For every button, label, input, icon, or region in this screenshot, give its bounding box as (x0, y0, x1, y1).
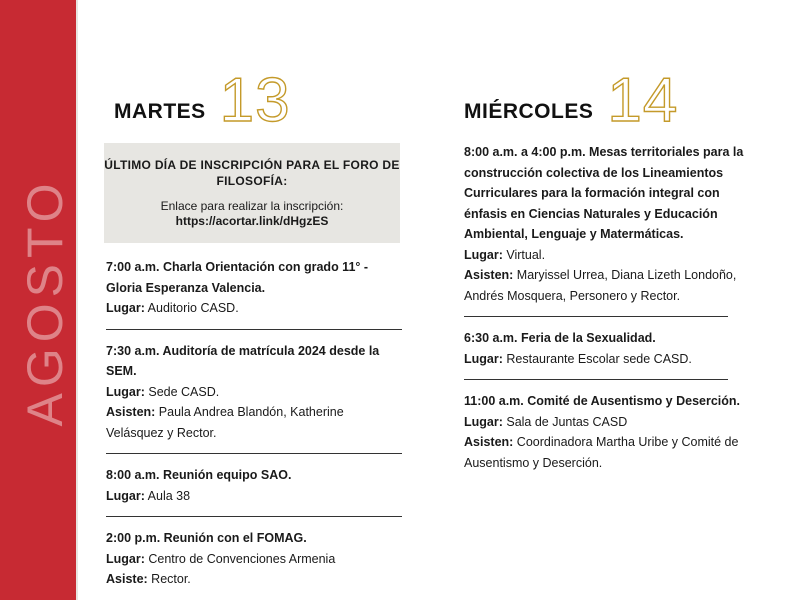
month-label: AGOSTO (17, 177, 73, 427)
event-place: Lugar: Sala de Juntas CASD (464, 414, 628, 429)
event-place: Lugar: Sede CASD. (106, 384, 220, 399)
wednesday-events (464, 142, 750, 495)
event-title: 8:00 a.m. Reunión equipo SAO. (106, 468, 292, 482)
notice-title: ÚLTIMO DÍA DE INSCRIPCIÓN PARA EL FORO DE FILOSOFÍA: (104, 158, 400, 188)
event-attendees: Asisten: Paula Andrea Blandón, Katherine Velásquez y Rector. (106, 405, 344, 440)
event-place: Lugar: Centro de Convenciones Armenia (106, 551, 336, 566)
registration-link[interactable]: https://acortar.link/dHgzES (175, 214, 329, 228)
event-place: Lugar: Virtual. (464, 247, 546, 262)
event-title: 7:00 a.m. Charla Orientación con grado 11° - Gloria Esperanza Valencia. (106, 260, 369, 295)
wednesday-header (464, 66, 679, 135)
day-name: MIÉRCOLES (464, 100, 594, 123)
event-place: Lugar: Restaurante Escolar sede CASD. (464, 351, 692, 366)
event-item (464, 328, 750, 380)
event-attendees: Asisten: Maryissel Urrea, Diana Lizeth Londoño, Andrés Mosquera, Personero y Rector. (464, 268, 737, 303)
event-attendees: Asisten: Coordinadora Martha Uribe y Comité de Ausentismo y Deserción. (464, 435, 739, 470)
event-place: Lugar: Aula 38 (106, 488, 191, 503)
tuesday-events (106, 257, 402, 612)
event-attendees: Asiste: Rector. (106, 572, 191, 586)
event-item (106, 257, 402, 330)
registration-notice (104, 143, 400, 243)
event-item (106, 465, 402, 517)
month-sidebar (0, 0, 76, 600)
event-item (106, 341, 402, 455)
event-item (106, 528, 402, 601)
event-title: 6:30 a.m. Feria de la Sexualidad. (464, 331, 656, 345)
event-title: 11:00 a.m. Comité de Ausentismo y Deserción. (464, 394, 741, 408)
event-place: Lugar: Auditorio CASD. (106, 301, 239, 315)
day-name: MARTES (114, 100, 206, 123)
event-item (464, 142, 750, 317)
event-title: 7:30 a.m. Auditoría de matrícula 2024 desde la SEM. (106, 343, 380, 378)
event-item (464, 391, 750, 484)
day-number: 13 (219, 66, 291, 135)
notice-text: Enlace para realizar la inscripción: (160, 199, 344, 213)
event-title: 8:00 a.m. a 4:00 p.m. Mesas territoriales para la construcción colectiva de los Lineamientos Curriculares para la formación integral con énfasis en Ciencias Naturales y Educación Ambiental, Lenguaje y Matermáticas. (464, 145, 744, 241)
sidebar-divider (76, 0, 78, 600)
day-number: 14 (607, 66, 679, 135)
event-title: 2:00 p.m. Reunión con el FOMAG. (106, 531, 307, 545)
tuesday-header (114, 66, 291, 135)
